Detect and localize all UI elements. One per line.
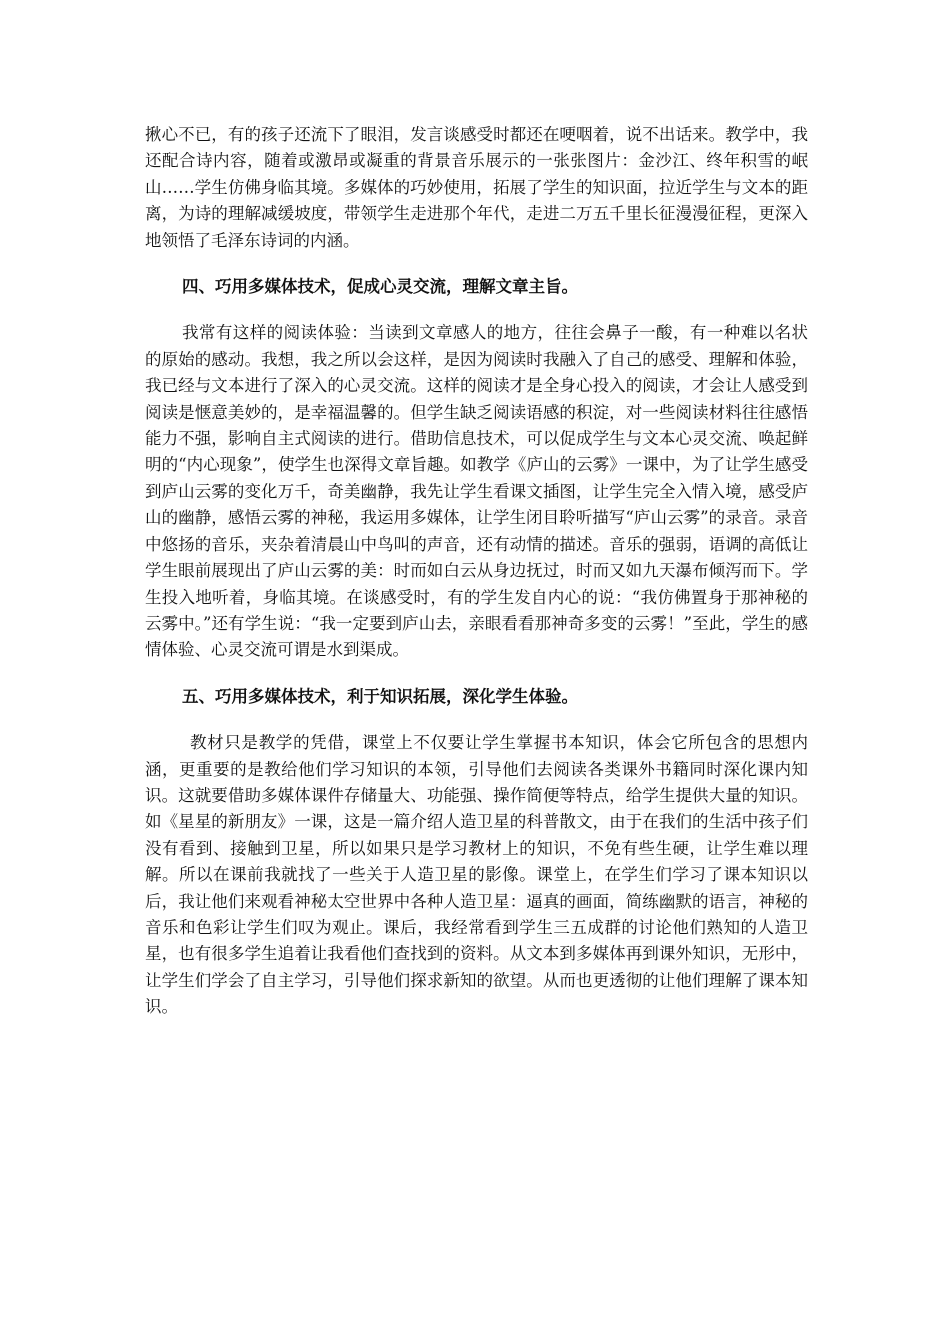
spacer: [145, 664, 808, 684]
spacer: [145, 300, 808, 320]
spacer: [145, 710, 808, 730]
section-heading-5: 五、巧用多媒体技术，利于知识拓展，深化学生体验。: [182, 686, 578, 706]
spacer: [145, 254, 808, 274]
section-heading-4: 四、巧用多媒体技术，促成心灵交流，理解文章主旨。: [182, 277, 578, 297]
paragraph-continuation: 揪心不已，有的孩子还流下了眼泪，发言谈感受时都还在哽咽着，说不出话来。教学中，我还配合诗内容，随着或激昂或凝重的背景音乐展示的一张张图片：金沙江、终年积雪的岷山……学生仿佛身临其境。多媒体的巧妙使用，拓展了学生的知识面，拉近学生与文本的距离，为诗的理解减缓坡度，带领学生走进那个年代，走进二万五千里长征漫漫征程，更深入地领悟了毛泽东诗词的内涵。: [145, 125, 808, 250]
paragraph-section-5: 教材只是教学的凭借，课堂上不仅要让学生掌握书本知识，体会它所包含的思想内涵，更重要的是教给他们学习知识的本领，引导他们去阅读各类课外书籍同时深化课内知识。这就要借助多媒体课件存储量大、功能强、操作简便等特点，给学生提供大量的知识。如《星星的新朋友》一课，这是一篇介绍人造卫星的科普散文，由于在我们的生活中孩子们没有看到、接触到卫星，所以如果只是学习教材上的知识，不免有些生硬，让学生难以理解。所以在课前我就找了一些关于人造卫星的影像。课堂上，在学生们学习了课本知识以后，我让他们来观看神秘太空世界中各种人造卫星：逼真的画面，简练幽默的语言，神秘的音乐和色彩让学生们叹为观止。课后，我经常看到学生三五成群的讨论他们熟知的人造卫星，也有很多学生追着让我看他们查找到的资料。从文本到多媒体再到课外知识，无形中，让学生们学会了自主学习，引导他们探求新知的欲望。从而也更透彻的让他们理解了课本知识。: [145, 733, 808, 1017]
document-body: [145, 122, 808, 1021]
paragraph-section-4: 我常有这样的阅读体验：当读到文章感人的地方，往往会鼻子一酸，有一种难以名状的原始的感动。我想，我之所以会这样，是因为阅读时我融入了自己的感受、理解和体验，我已经与文本进行了深入的心灵交流。这样的阅读才是全身心投入的阅读，才会让人感受到阅读是惬意美妙的，是幸福温馨的。但学生缺乏阅读语感的积淀，对一些阅读材料往往感悟能力不强，影响自主式阅读的进行。借助信息技术，可以促成学生与文本心灵交流、唤起鲜明的“内心现象”，使学生也深得文章旨趣。如教学《庐山的云雾》一课中，为了让学生感受到庐山云雾的变化万千，奇美幽静，我先让学生看课文插图，让学生完全入情入境，感受庐山的幽静，感悟云雾的神秘，我运用多媒体，让学生闭目聆听描写“庐山云雾”的录音。录音中悠扬的音乐，夹杂着清晨山中鸟叫的声音，还有动情的描述。音乐的强弱，语调的高低让学生眼前展现出了庐山云雾的美：时而如白云从身边抚过，时而又如九天瀑布倾泻而下。学生投入地听着，身临其境。在谈感受时，有的学生发自内心的说：“我仿佛置身于那神秘的云雾中。”还有学生说：“我一定要到庐山去，亲眼看看那神奇多变的云雾！”至此，学生的感情体验、心灵交流可谓是水到渠成。: [145, 323, 808, 660]
